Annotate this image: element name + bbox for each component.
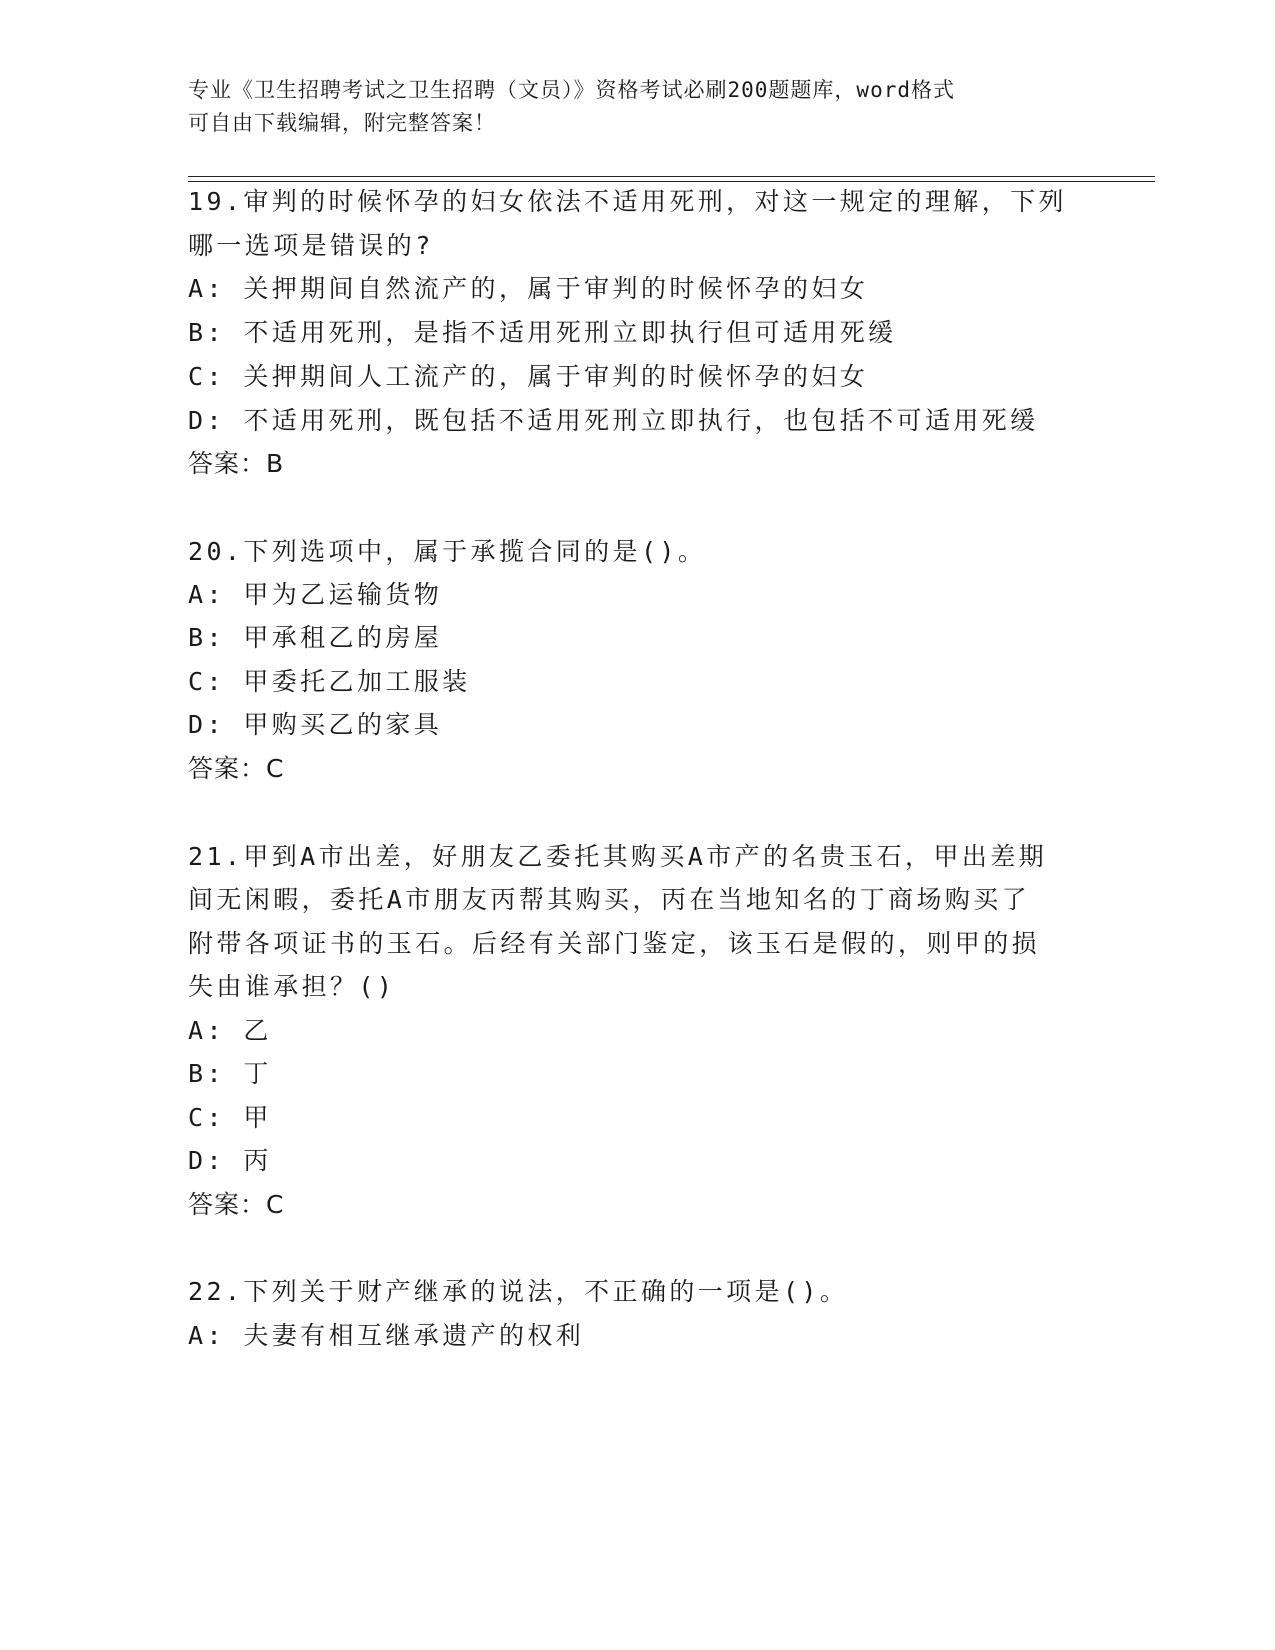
option-a: A: 关押期间自然流产的，属于审判的时候怀孕的妇女 bbox=[188, 274, 869, 303]
option-b: B: 不适用死刑，是指不适用死刑立即执行但可适用死缓 bbox=[188, 318, 897, 347]
question-text-line: 21.甲到A市出差，好朋友乙委托其购买A市产的名贵玉石，甲出差期 bbox=[188, 842, 1048, 871]
question-text-line: 20.下列选项中，属于承揽合同的是()。 bbox=[188, 537, 707, 566]
header-divider-bottom bbox=[188, 181, 1155, 182]
option-b: B: 甲承租乙的房屋 bbox=[188, 623, 443, 652]
header-divider-top bbox=[188, 176, 1155, 177]
option-b: B: 丁 bbox=[188, 1059, 272, 1088]
header-line-1: 专业《卫生招聘考试之卫生招聘（文员）》资格考试必刷200题题库，word格式 bbox=[188, 78, 955, 102]
option-a: A: 甲为乙运输货物 bbox=[188, 580, 443, 609]
answer-label: 答案：B bbox=[188, 449, 285, 478]
option-a: A: 乙 bbox=[188, 1016, 272, 1045]
option-c: C: 甲 bbox=[188, 1103, 272, 1132]
question-text-line: 附带各项证书的玉石。后经有关部门鉴定，该玉石是假的，则甲的损 bbox=[188, 929, 1041, 958]
question-text-line: 哪一选项是错误的? bbox=[188, 231, 434, 260]
header-line-2: 可自由下载编辑，附完整答案！ bbox=[188, 111, 496, 135]
option-d: D: 不适用死刑，既包括不适用死刑立即执行，也包括不可适用死缓 bbox=[188, 406, 1039, 435]
question-text-line: 失由谁承担？() bbox=[188, 972, 396, 1001]
question-text-line: 间无闲暇，委托A市朋友丙帮其购买，丙在当地知名的丁商场购买了 bbox=[188, 885, 1031, 914]
option-c: C: 关押期间人工流产的，属于审判的时候怀孕的妇女 bbox=[188, 362, 869, 391]
answer-label: 答案：C bbox=[188, 754, 285, 783]
option-d: D: 丙 bbox=[188, 1146, 272, 1175]
answer-label: 答案：C bbox=[188, 1190, 285, 1219]
option-a: A: 夫妻有相互继承遗产的权利 bbox=[188, 1321, 585, 1350]
document-header bbox=[188, 74, 1068, 140]
question-text-line: 19.审判的时候怀孕的妇女依法不适用死刑，对这一规定的理解，下列 bbox=[188, 187, 1067, 216]
option-d: D: 甲购买乙的家具 bbox=[188, 710, 443, 739]
option-c: C: 甲委托乙加工服装 bbox=[188, 667, 471, 696]
question-text-line: 22.下列关于财产继承的说法，不正确的一项是()。 bbox=[188, 1277, 849, 1306]
